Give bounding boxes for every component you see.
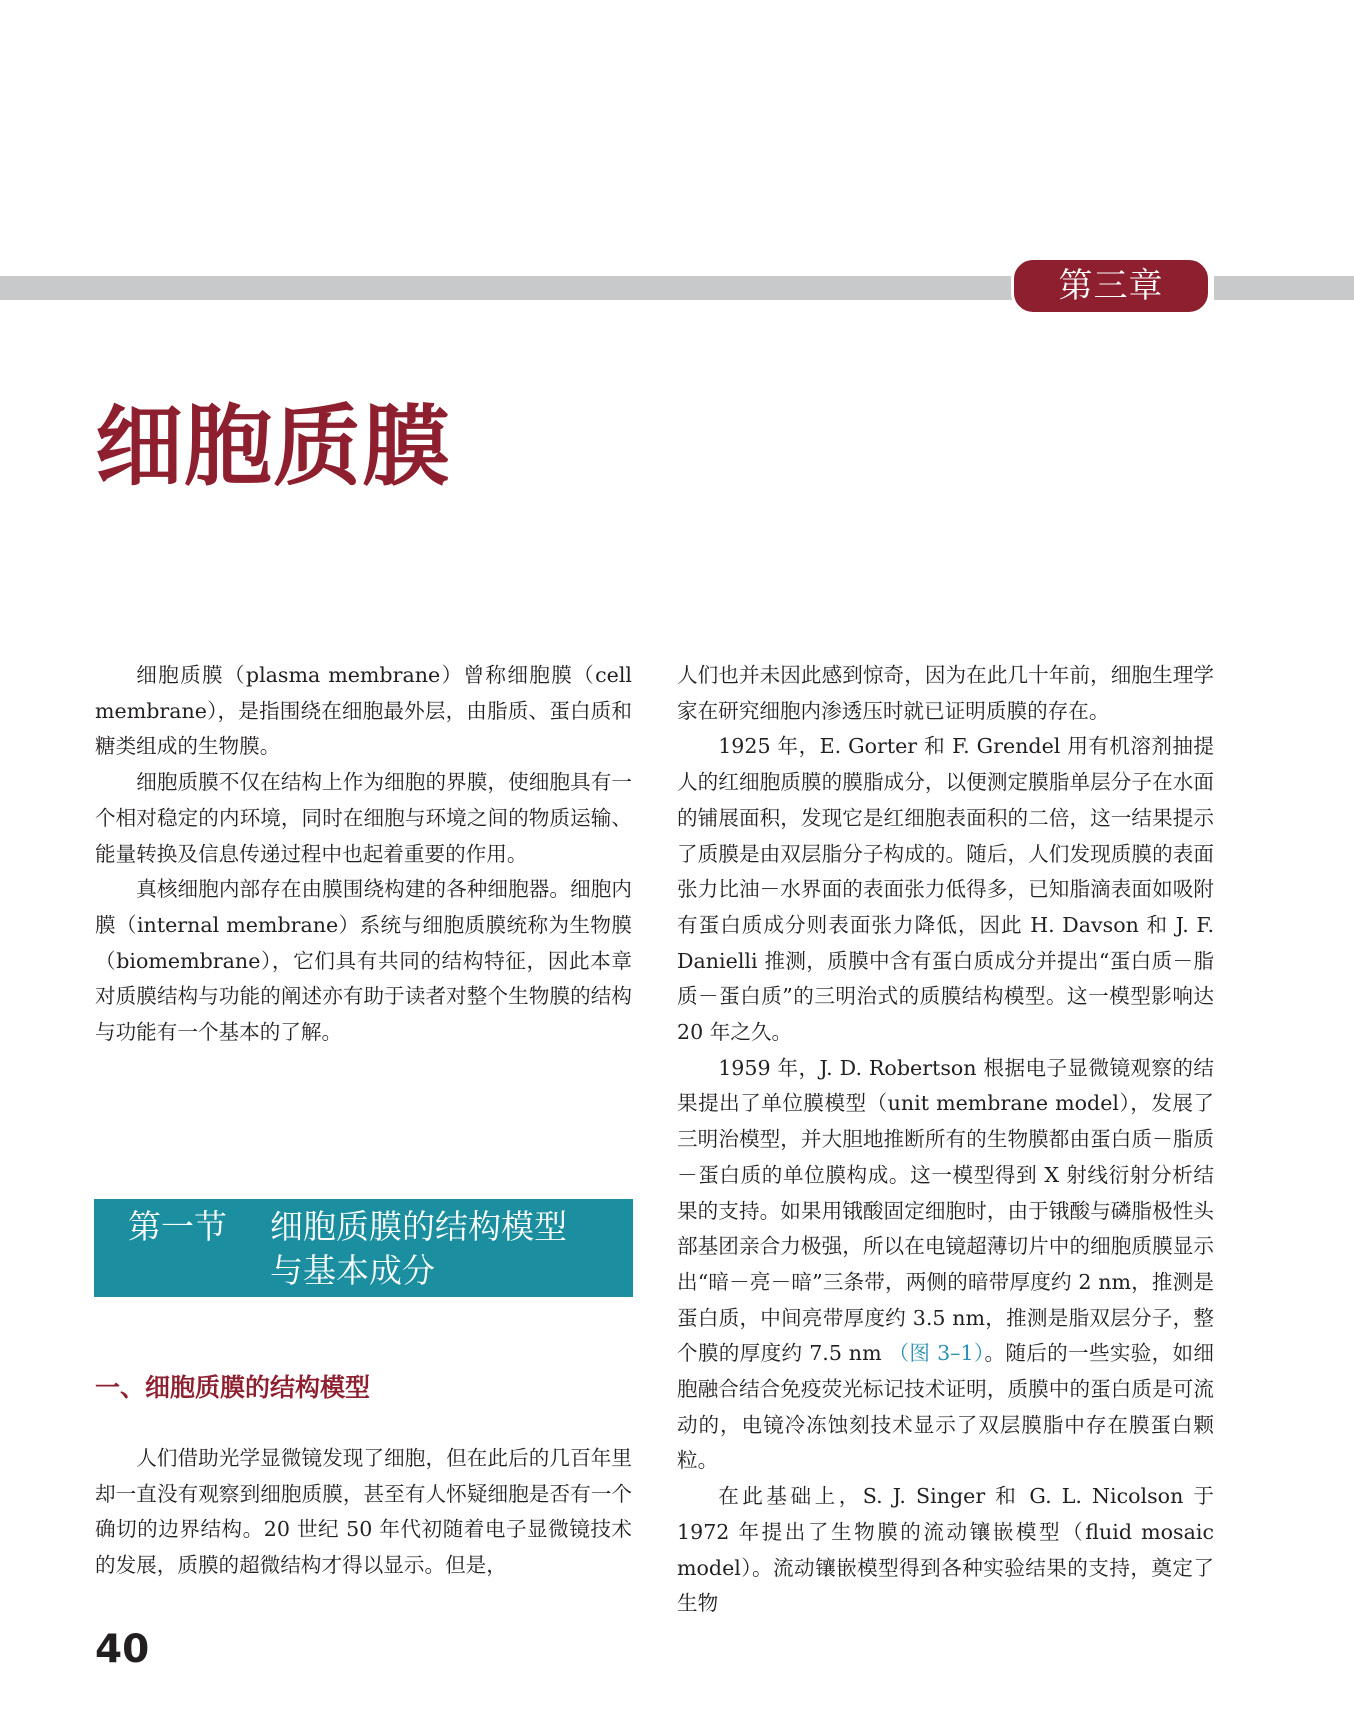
intro-paragraph-3: 真核细胞内部存在由膜围绕构建的各种细胞器。细胞内膜（internal membrane）系统与细胞质膜统称为生物膜（biomembrane），它们具有共同的结构特征，因此本章对质膜结构与功能的阐述亦有助于读者对整个生物膜的结构与功能有一个基本的了解。 (95, 877, 632, 1045)
section-title (270, 1205, 610, 1293)
section-heading (94, 1199, 633, 1297)
figure-reference-link[interactable]: （图 3–1） (888, 1341, 985, 1366)
body-paragraph-singer: 在此基础上，S. J. Singer 和 G. L. Nicolson 于 1972 年提出了生物膜的流动镶嵌模型（fluid mosaic model）。流动镶嵌模型得到各种实验结果的支持，奠定了生物 (677, 1484, 1214, 1616)
chapter-label: 第三章 (1011, 257, 1211, 315)
header-band-right (1214, 276, 1354, 300)
section-title-line-2: 与基本成分 (270, 1251, 435, 1290)
intro-paragraph-2: 细胞质膜不仅在结构上作为细胞的界膜，使细胞具有一个相对稳定的内环境，同时在细胞与环境之间的物质运输、能量转换及信息传递过程中也起着重要的作用。 (95, 770, 632, 866)
chapter-title: 细胞质膜 (95, 395, 452, 498)
body-paragraph: 人们借助光学显微镜发现了细胞，但在此后的几百年里却一直没有观察到细胞质膜，甚至有人怀疑细胞是否有一个确切的边界结构。20 世纪 50 年代初随着电子显微镜技术的发展，质膜的超微结构才得以显示。但是， (95, 1446, 632, 1578)
section-title-line-1: 细胞质膜的结构模型 (270, 1207, 567, 1246)
robertson-text: 1959 年，J. D. Robertson 根据电子显微镜观察的结果提出了单位膜模型（unit membrane model），发展了三明治模型，并大胆地推断所有的生物膜都由蛋白质－脂质－蛋白质的单位膜构成。这一模型得到 X 射线衍射分析结果的支持。如果用锇酸固定细胞时，由于锇酸与磷脂极性头部基团亲合力极强，所以在电镜超薄切片中的细胞质膜显示出“暗－亮－暗”三条带，两侧的暗带厚度约 2 nm，推测是蛋白质，中间亮带厚度约 3.5 nm，推测是脂双层分子，整个膜的厚度约 7.5 nm (677, 1055, 1214, 1366)
subsection-title: 一、细胞质膜的结构模型 (95, 1373, 371, 1402)
intro-text (95, 658, 632, 1051)
body-paragraph-robertson (677, 1051, 1214, 1479)
header-band-left (0, 276, 1014, 300)
body-paragraph-gorter: 1925 年，E. Gorter 和 F. Grendel 用有机溶剂抽提人的红细胞质膜的膜脂成分，以便测定膜脂单层分子在水面的铺展面积，发现它是红细胞表面积的二倍，这一结果提示了质膜是由双层脂分子构成的。随后，人们发现质膜的表面张力比油－水界面的表面张力低得多，已知脂滴表面如吸附有蛋白质成分则表面张力降低，因此 H. Davson 和 J. F. Danielli 推测，质膜中含有蛋白质成分并提出“蛋白质－脂质－蛋白质”的三明治式的质膜结构模型。这一模型影响达 20 年之久。 (677, 734, 1214, 1045)
intro-paragraph-1: 细胞质膜（plasma membrane）曾称细胞膜（cell membrane），是指围绕在细胞最外层，由脂质、蛋白质和糖类组成的生物膜。 (95, 663, 632, 759)
right-column-body (677, 658, 1214, 1622)
page-number: 40 (95, 1627, 150, 1672)
body-paragraph-continued: 人们也并未因此感到惊奇，因为在此几十年前，细胞生理学家在研究细胞内渗透压时就已证明质膜的存在。 (677, 663, 1214, 723)
robertson-text-after: 。随后的一些实验，如细胞融合结合免疫荧光标记技术证明，质膜中的蛋白质是可流动的，电镜冷冻蚀刻技术显示了双层膜脂中存在膜蛋白颗粒。 (677, 1341, 1215, 1473)
left-column-body (95, 1441, 632, 1584)
section-number: 第一节 (128, 1207, 227, 1246)
